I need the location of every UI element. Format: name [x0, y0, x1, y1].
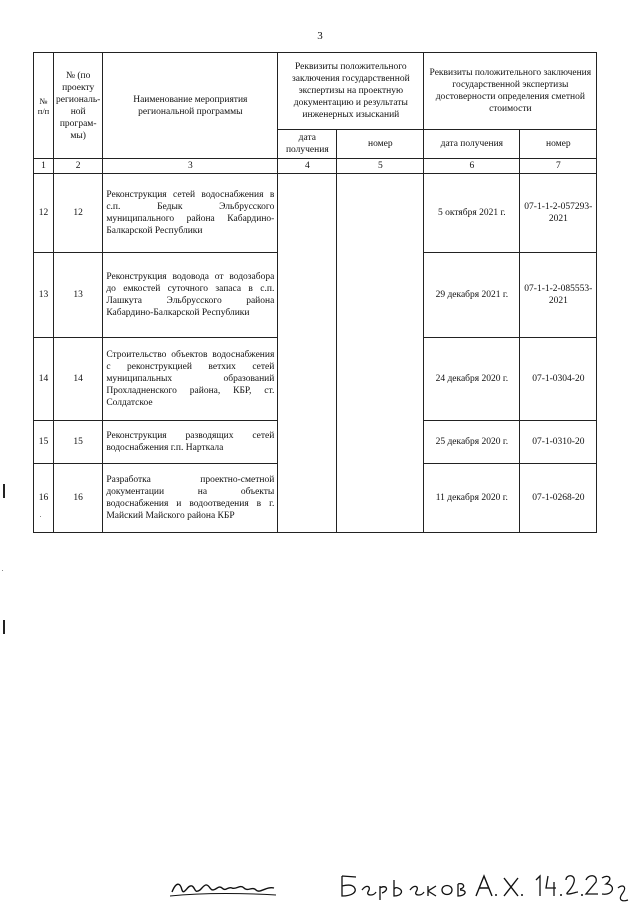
- row-date: 29 декабря 2021 г.: [424, 253, 520, 338]
- table-row: [34, 174, 597, 253]
- scan-margin-mark: [3, 484, 5, 498]
- header-group-design-docs: Реквизиты положительного заключения государственной экспертизы на проектную документацию и результаты инженерных изысканий: [278, 53, 424, 130]
- row-number: 07-1-1-2-085553-2021: [520, 253, 597, 338]
- row-number: 07-1-1-2-057293-2021: [520, 174, 597, 253]
- row-name: Реконструкция водовода от водозабора до емкостей суточного запаса в с.п. Лашкута Эльбрусского района Кабардино-Балкарской Республики: [103, 253, 278, 338]
- row-number: 07-1-0268-20: [520, 464, 597, 533]
- header-g2-number: номер: [520, 130, 597, 159]
- page-number: 3: [317, 30, 323, 42]
- row-number: 07-1-0304-20: [520, 338, 597, 421]
- row-date: 24 декабря 2020 г.: [424, 338, 520, 421]
- header-name: Наименование мероприятия региональной программы: [103, 53, 278, 159]
- row-num: 12: [34, 174, 54, 253]
- col-index: 1: [34, 159, 54, 174]
- scan-margin-mark: [3, 620, 5, 634]
- row-name: Разработка проектно-сметной документации на объекты водоснабжения и водоотведения в г. Майский Майского района КБР: [103, 464, 278, 533]
- scan-dot: [40, 516, 41, 517]
- row-num: 16: [34, 464, 54, 533]
- row-project-num: 12: [54, 174, 103, 253]
- handwritten-signature: [170, 872, 630, 902]
- row-project-num: 16: [54, 464, 103, 533]
- merged-empty-cell: [337, 174, 424, 533]
- row-num: 14: [34, 338, 54, 421]
- row-name: Реконструкция сетей водоснабжения в с.п. Бедык Эльбрусского муниципального района Кабардино-Балкарской Республики: [103, 174, 278, 253]
- row-name: Реконструкция разводящих сетей водоснабжения г.п. Нарткала: [103, 421, 278, 464]
- row-project-num: 15: [54, 421, 103, 464]
- column-index-row: [34, 159, 597, 174]
- header-group-cost-estimate: Реквизиты положительного заключения государственной экспертизы достоверности определения сметной стоимости: [424, 53, 597, 130]
- col-index: 6: [424, 159, 520, 174]
- row-date: 5 октября 2021 г.: [424, 174, 520, 253]
- header-project-num: № (по проекту региональной программы): [54, 53, 103, 159]
- row-number: 07-1-0310-20: [520, 421, 597, 464]
- row-num: 13: [34, 253, 54, 338]
- col-index: 5: [337, 159, 424, 174]
- col-index: 7: [520, 159, 597, 174]
- col-index: 3: [103, 159, 278, 174]
- col-index: 4: [278, 159, 337, 174]
- row-date: 11 декабря 2020 г.: [424, 464, 520, 533]
- row-project-num: 14: [54, 338, 103, 421]
- col-index: 2: [54, 159, 103, 174]
- row-date: 25 декабря 2020 г.: [424, 421, 520, 464]
- table-header-row: [34, 53, 597, 130]
- scan-dot: [2, 570, 3, 571]
- row-num: 15: [34, 421, 54, 464]
- header-g1-number: номер: [337, 130, 424, 159]
- merged-empty-cell: [278, 174, 337, 533]
- header-num: № п/п: [34, 53, 54, 159]
- row-project-num: 13: [54, 253, 103, 338]
- header-g2-date: дата получения: [424, 130, 520, 159]
- program-table: [33, 52, 597, 533]
- row-name: Строительство объектов водоснабжения с реконструкцией ветхих сетей муниципальных образований Прохладненского района, КБР, ст. Солдатское: [103, 338, 278, 421]
- header-g1-date: дата получения: [278, 130, 337, 159]
